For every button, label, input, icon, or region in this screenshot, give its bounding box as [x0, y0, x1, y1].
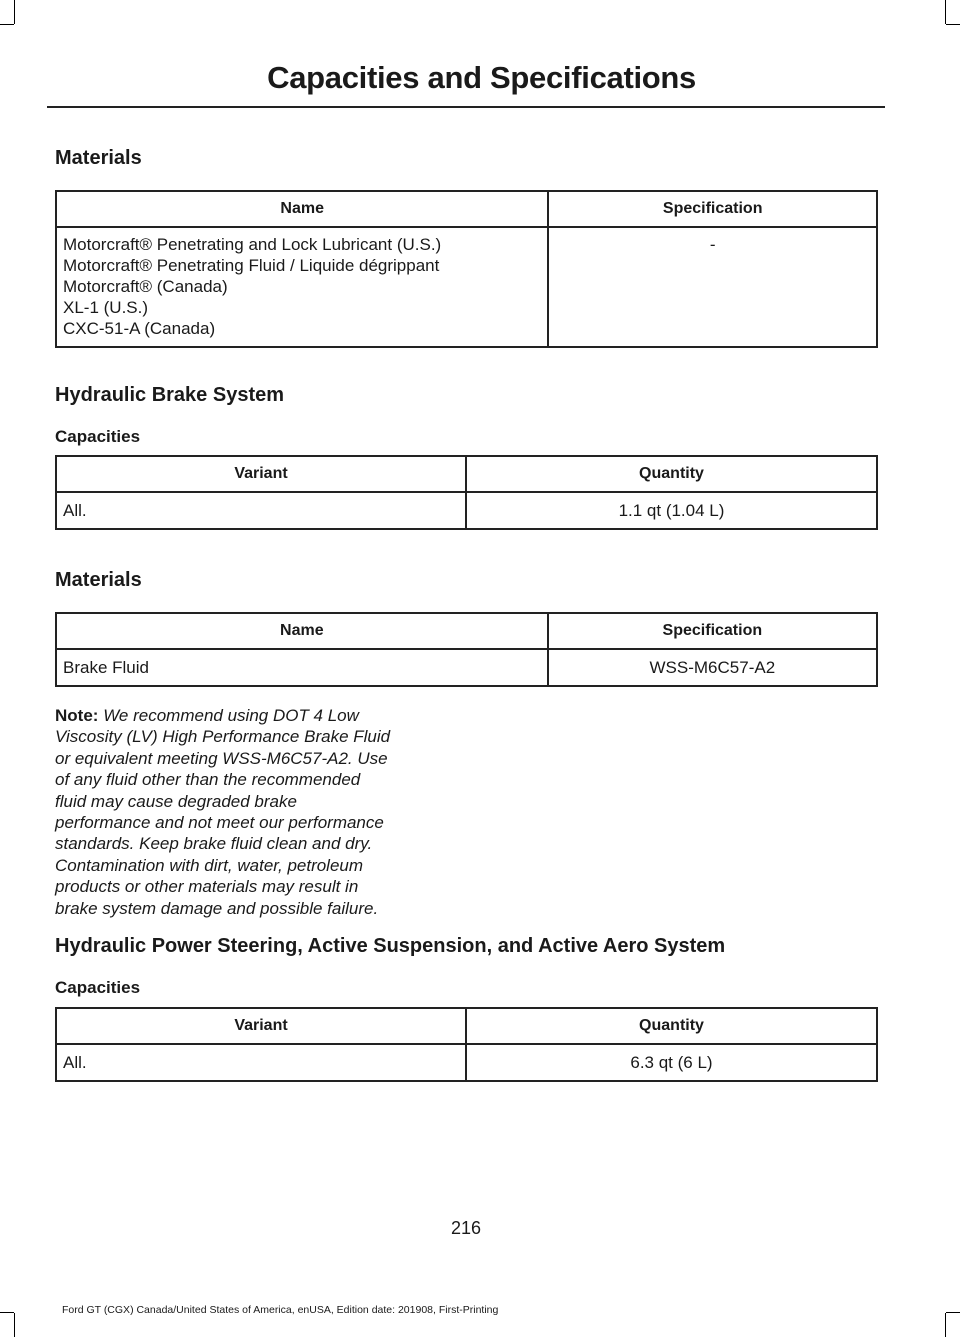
table-header-row [56, 191, 877, 227]
table-header-row [56, 1008, 877, 1044]
table-row [56, 1044, 877, 1081]
column-header-variant: Variant [56, 1008, 466, 1044]
note-line: of any fluid other than the recommended [55, 770, 361, 790]
page-number: 216 [450, 1218, 482, 1238]
column-header-variant: Variant [56, 456, 466, 492]
footer-edition-info: Ford GT (CGX) Canada/United States of America, enUSA, Edition date: 201908, First-Printing [62, 1304, 499, 1316]
note-line: Viscosity (LV) High Performance Brake Fluid [55, 727, 391, 747]
note-line: We recommend using DOT 4 Low [103, 706, 359, 725]
note-line: performance and not meet our performance [55, 813, 384, 833]
note-label: Note: [55, 706, 99, 725]
cell-quantity: 1.1 qt (1.04 L) [466, 492, 877, 529]
note-line: Contamination with dirt, water, petroleum [55, 855, 364, 875]
cell-specification: WSS-M6C57-A2 [548, 649, 877, 686]
name-line: Motorcraft® Penetrating Fluid / Liquide dégrippant [63, 256, 440, 275]
header-divider [47, 106, 885, 108]
note-line: products or other materials may result in [55, 877, 359, 897]
note-line: fluid may cause degraded brake [55, 791, 297, 811]
cell-variant: All. [56, 492, 466, 529]
column-header-specification: Specification [548, 613, 877, 649]
crop-mark [14, 1313, 15, 1337]
page-title: Capacities and Specifications [267, 60, 696, 95]
cell-variant: All. [56, 1044, 466, 1081]
brake-capacities-table [55, 455, 878, 530]
table-header-row [56, 456, 877, 492]
cell-name [56, 227, 548, 347]
table-row [56, 492, 877, 529]
cell-specification: - [548, 227, 877, 347]
name-line: Motorcraft® (Canada) [63, 277, 228, 296]
name-line: Motorcraft® Penetrating and Lock Lubricant (U.S.) [63, 235, 442, 254]
column-header-specification: Specification [548, 191, 877, 227]
subheading-capacities: Capacities [55, 427, 141, 446]
column-header-quantity: Quantity [466, 1008, 877, 1044]
column-header-quantity: Quantity [466, 456, 877, 492]
table-header-row [56, 613, 877, 649]
brake-fluid-note [55, 705, 455, 919]
column-header-name: Name [56, 191, 548, 227]
table-row [56, 227, 877, 347]
brake-materials-table [55, 612, 878, 687]
note-line: brake system damage and possible failure. [55, 898, 379, 918]
steering-capacities-table [55, 1007, 878, 1082]
column-header-name: Name [56, 613, 548, 649]
table-row [56, 649, 877, 686]
section-heading-materials: Materials [55, 569, 142, 591]
crop-mark [946, 24, 960, 25]
materials-table [55, 190, 878, 348]
cell-quantity: 6.3 qt (6 L) [466, 1044, 877, 1081]
crop-mark [945, 0, 946, 24]
section-heading-steering: Hydraulic Power Steering, Active Suspension, and Active Aero System [55, 935, 726, 957]
note-line: standards. Keep brake fluid clean and dry. [55, 834, 373, 854]
section-heading-materials: Materials [55, 147, 142, 169]
cell-name: Brake Fluid [56, 649, 548, 686]
subheading-capacities: Capacities [55, 978, 141, 997]
section-heading-brake: Hydraulic Brake System [55, 384, 285, 406]
crop-mark [0, 1312, 14, 1313]
crop-mark [946, 1312, 960, 1313]
crop-mark [945, 1313, 946, 1337]
name-line: CXC-51-A (Canada) [63, 319, 216, 338]
note-line: or equivalent meeting WSS-M6C57-A2. Use [55, 748, 388, 768]
crop-mark [0, 24, 14, 25]
crop-mark [14, 0, 15, 24]
name-line: XL-1 (U.S.) [63, 298, 149, 317]
